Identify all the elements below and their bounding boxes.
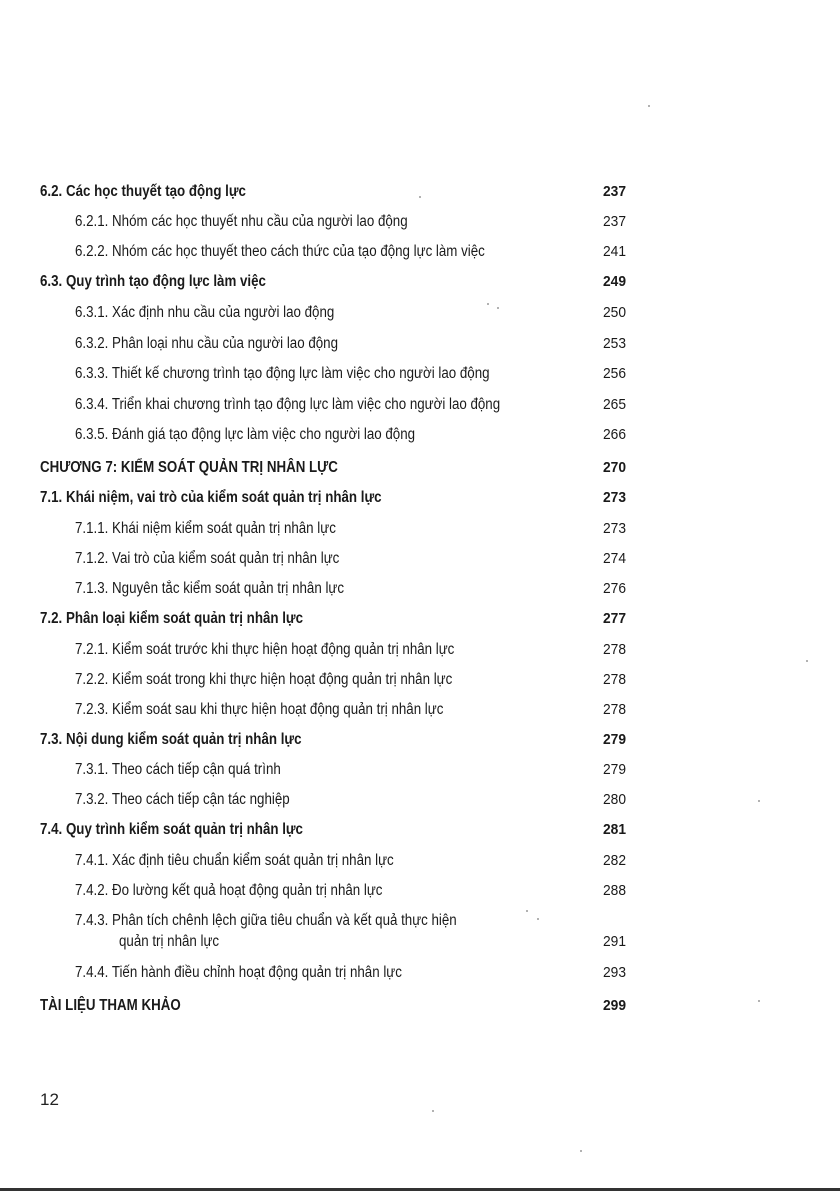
toc-entry-title: 6.3.5. Đánh giá tạo động lực làm việc cho người lao động [75,426,416,443]
toc-entry-page: 241 [602,243,626,260]
toc-entry[interactable] [0,180,840,204]
toc-entry-title: 7.2. Phân loại kiểm soát quản trị nhân lực [40,610,303,627]
toc-entry-page: 299 [602,997,626,1014]
toc-entry[interactable] [0,362,840,386]
toc-entry-page: 282 [602,852,626,869]
toc-entry-page: 291 [602,933,626,950]
toc-entry-page: 265 [602,396,626,413]
toc-entry[interactable] [0,486,840,510]
toc-entry-page: 278 [602,671,626,688]
toc-entry-page: 273 [602,489,626,506]
toc-entry-title: 7.2.1. Kiểm soát trước khi thực hiện hoạt động quản trị nhân lực [75,641,455,658]
toc-entry[interactable] [0,393,840,417]
toc-entry-page: 279 [602,731,626,748]
toc-entry[interactable] [0,788,840,812]
toc-entry[interactable] [0,668,840,692]
toc-entry[interactable] [0,270,840,294]
toc-entry[interactable] [0,758,840,782]
toc-entry[interactable] [0,301,840,325]
toc-entry-title: 6.3.3. Thiết kế chương trình tạo động lực làm việc cho người lao động [75,365,490,382]
toc-entry-title: 7.4.2. Đo lường kết quả hoạt động quản trị nhân lực [75,882,383,899]
toc-entry[interactable] [0,423,840,447]
scan-speck [580,1150,582,1152]
toc-entry-page: 281 [602,821,626,838]
toc-entry-title: 7.3.2. Theo cách tiếp cận tác nghiệp [75,791,290,808]
scan-speck [806,660,808,662]
toc-entry[interactable] [0,994,840,1018]
toc-entry-title: 7.1. Khái niệm, vai trò của kiểm soát quản trị nhân lực [40,489,382,506]
scan-speck [526,910,528,912]
toc-entry-page: 293 [602,964,626,981]
toc-entry-title: CHƯƠNG 7: KIỂM SOÁT QUẢN TRỊ NHÂN LỰC [40,459,338,476]
toc-entry-title-continuation: quản trị nhân lực [119,933,220,950]
toc-entry-title: 7.4.1. Xác định tiêu chuẩn kiểm soát quản trị nhân lực [75,852,394,869]
toc-entry-page: 276 [602,580,626,597]
toc-entry-title: 6.3.4. Triển khai chương trình tạo động lực làm việc cho người lao động [75,396,501,413]
toc-entry-page: 279 [602,761,626,778]
toc-entry[interactable] [0,577,840,601]
toc-entry-page: 278 [602,641,626,658]
scan-speck [432,1110,434,1112]
scan-speck [648,105,650,107]
toc-entry[interactable] [0,698,840,722]
toc-entry-page: 288 [602,882,626,899]
toc-entry-page: 278 [602,701,626,718]
toc-entry[interactable] [0,879,840,903]
toc-entry-page: 277 [602,610,626,627]
toc-entry-title: 6.2.2. Nhóm các học thuyết theo cách thức của tạo động lực làm việc [75,243,485,260]
scan-speck [419,196,421,198]
toc-entry-title: 7.1.2. Vai trò của kiểm soát quản trị nhân lực [75,550,340,567]
toc-entry-title: 7.4.3. Phân tích chênh lệch giữa tiêu chuẩn và kết quả thực hiện [75,912,457,929]
toc-entry[interactable] [0,818,840,842]
toc-entry[interactable] [0,728,840,752]
toc-entry-title: 7.2.2. Kiểm soát trong khi thực hiện hoạt động quản trị nhân lực [75,671,453,688]
toc-entry-page: 237 [602,183,626,200]
toc-entry-page: 256 [602,365,626,382]
toc-entry[interactable] [0,909,840,950]
toc-entry-title: 6.3. Quy trình tạo động lực làm việc [40,273,266,290]
toc-entry[interactable] [0,456,840,480]
toc-entry[interactable] [0,240,840,264]
toc-entry[interactable] [0,638,840,662]
scan-speck [758,1000,760,1002]
toc-entry[interactable] [0,547,840,571]
toc-entry-title: 6.3.2. Phân loại nhu cầu của người lao động [75,335,338,352]
toc-entry-title: 7.3.1. Theo cách tiếp cận quá trình [75,761,281,778]
toc-entry-title: 7.1.3. Nguyên tắc kiểm soát quản trị nhân lực [75,580,345,597]
toc-entry-title: 7.2.3. Kiểm soát sau khi thực hiện hoạt động quản trị nhân lực [75,701,444,718]
scan-speck [497,307,499,309]
toc-entry-title: 7.4. Quy trình kiểm soát quản trị nhân lực [40,821,303,838]
toc-entry-title: 7.4.4. Tiến hành điều chỉnh hoạt động quản trị nhân lực [75,964,402,981]
toc-entry-page: 237 [602,213,626,230]
toc-entry-page: 270 [602,459,626,476]
toc-entry-page: 273 [602,520,626,537]
toc-entry[interactable] [0,961,840,985]
toc-entry-page: 250 [602,304,626,321]
toc-entry-page: 280 [602,791,626,808]
page-number: 12 [40,1090,59,1109]
toc-entry-title: 6.3.1. Xác định nhu cầu của người lao động [75,304,335,321]
toc-entry-title: 7.3. Nội dung kiểm soát quản trị nhân lực [40,731,302,748]
toc-entry[interactable] [0,849,840,873]
toc-entry-title: 7.1.1. Khái niệm kiểm soát quản trị nhân lực [75,520,336,537]
toc-entry[interactable] [0,517,840,541]
toc-entry[interactable] [0,210,840,234]
scan-speck [537,918,539,920]
toc-entry[interactable] [0,607,840,631]
toc-entry-page: 253 [602,335,626,352]
scan-speck [487,303,489,305]
toc-entry[interactable] [0,332,840,356]
scan-speck [758,800,760,802]
toc-entry-page: 274 [602,550,626,567]
toc-entry-page: 266 [602,426,626,443]
toc-entry-title: 6.2.1. Nhóm các học thuyết nhu cầu của người lao động [75,213,408,230]
toc-entry-title: 6.2. Các học thuyết tạo động lực [40,183,246,200]
toc-entry-title: TÀI LIỆU THAM KHẢO [40,997,181,1014]
toc-entry-page: 249 [602,273,626,290]
